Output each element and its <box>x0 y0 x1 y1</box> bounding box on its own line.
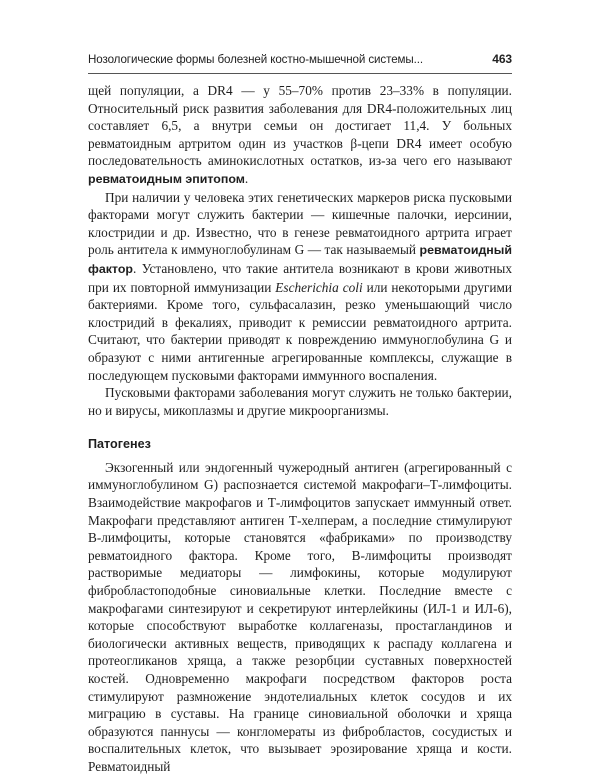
section-paragraph: Экзогенный или эндогенный чужеродный антиген (агрегированный с иммуноглобулином G) распознается системой макрофаги–Т-лимфоциты. Взаимодействие макрофагов и Т-лимфоцитов запускает иммунный ответ. Макрофаги представляют антиген Т-хелперам, а последние стимулируют В-лимфоциты, которые становятся «фабриками» по производству ревматоидного фактора. Кроме того, В-лимфоциты производят растворимые медиаторы — лимфокины, которые модулируют фибробластоподобные синовиальные клетки. Последние вместе с макрофагами синтезируют и секретируют интерлейкины (ИЛ-1 и ИЛ-6), которые способствуют выработке коллагеназы, простагландинов и биологически активных веществ, приводящих к распаду коллагена и протеогликанов хряща, а также резорбции суставных поверхностей костей. Одновременно макрофаги посредством факторов роста стимулируют размножение эндотелиальных клеток сосудов и их миграцию в суставы. На границе синовиальной оболочки и хряща образуются паннусы — конгломераты из фибробластов, сосудистых и воспалительных клеток, что вызывает эрозирование хряща и кости. Ревматоидный <box>88 459 512 774</box>
paragraph-2-text-c: или некоторыми другими бактериями. Кроме того, сульфасалазин, резко уменьшающий число клостридий в фекалиях, приводит к ремиссии ревматоидного артрита. Считают, что бактерии приводят к повреждению иммуноглобулина G и образуют с ними антигенные агрегированные комплексы, служащие в последующем пусковыми факторами иммунного воспаления. <box>88 279 513 383</box>
running-header <box>88 53 512 71</box>
paragraph-2-text-b: . Установлено, что такие антитела возникают в крови животных при их повторной иммунизации <box>88 260 512 295</box>
page-number: 463 <box>492 52 512 66</box>
paragraph-1-text-b: . <box>244 170 249 186</box>
term-rheumatoid-epitope: ревматоидным эпитопом <box>88 171 245 186</box>
paragraph-2 <box>88 189 512 385</box>
term-rheumatoid-factor: ревматоидный фактор <box>88 243 512 276</box>
section-heading-pathogenesis: Патогенез <box>88 437 151 452</box>
term-escherichia-coli: Escherichia coli <box>275 279 363 295</box>
paragraph-1 <box>88 82 512 189</box>
paragraph-3: Пусковыми факторами заболевания могут служить не только бактерии, но и вирусы, микоплазмы и другие микроорганизмы. <box>88 385 512 418</box>
running-title: Нозологические формы болезней костно-мышечной системы... <box>88 53 424 66</box>
header-rule <box>88 73 512 74</box>
body-text <box>88 82 512 776</box>
paragraph-1-text-a: щей популяции, а DR4 — у 55–70% против 23–33% в популяции. Относительный риск развития заболевания для DR4-положительных лиц составляет 6,5, а внутри семьи он достигает 11,4. У больных ревматоидным артритом один из участков β-цепи DR4 имеет особую последовательность аминокислотных остатков, из-за чего его называют <box>88 83 512 169</box>
paragraph-2-text-a: При наличии у человека этих генетических маркеров риска пусковыми факторами могут служить бактерии — кишечные палочки, иерсинии, клостридии и др. Известно, что в генезе ревматоидного артрита играет роль антитела к иммуноглобулинам G — так называемый <box>88 189 512 258</box>
